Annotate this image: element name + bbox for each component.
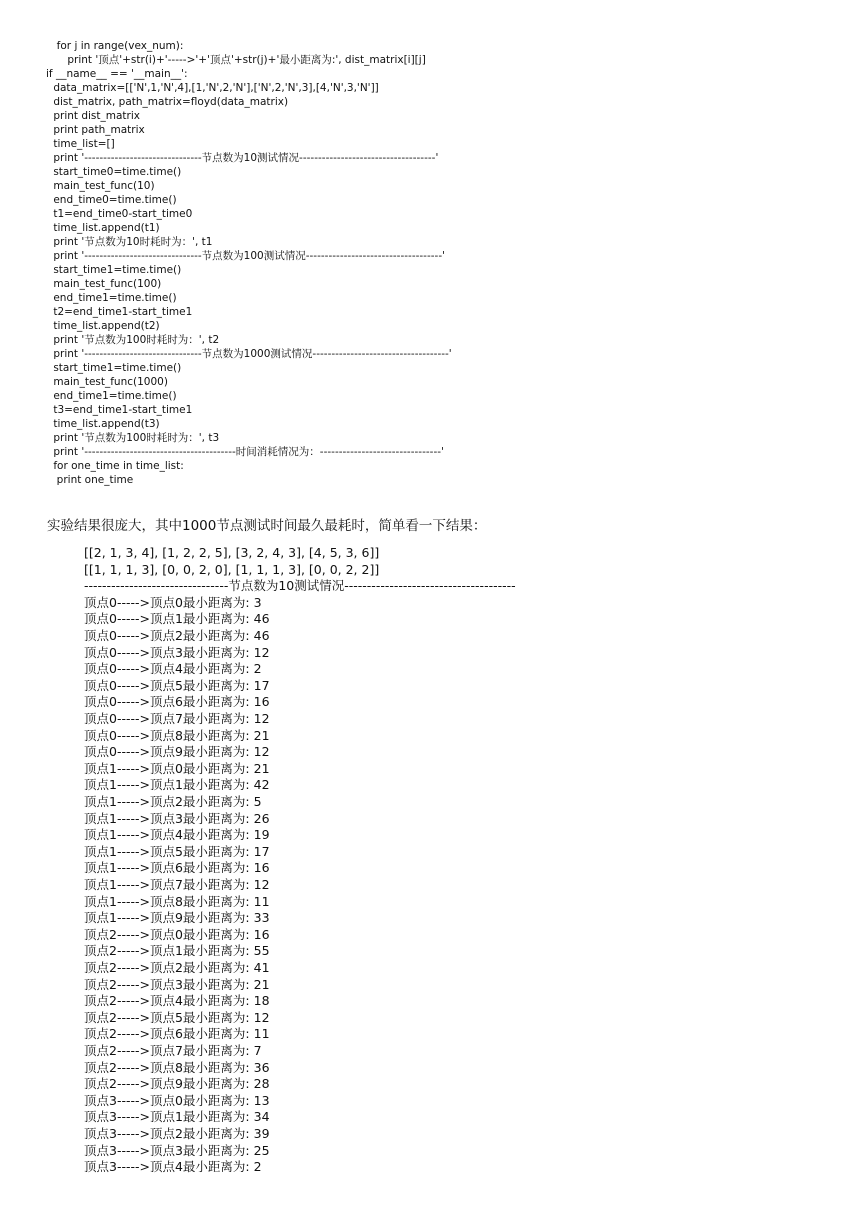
- output-line: 顶点2----->顶点6最小距离为: 11: [84, 1026, 270, 1042]
- output-line: 顶点1----->顶点5最小距离为: 17: [84, 843, 270, 859]
- code-line: main_test_func(100): [50, 278, 162, 290]
- output-line: 顶点3----->顶点4最小距离为: 2: [84, 1159, 262, 1175]
- code-line: start_time1=time.time(): [50, 264, 182, 276]
- code-line: time_list.append(t2): [50, 320, 160, 332]
- code-line: start_time0=time.time(): [50, 166, 182, 178]
- output-line: 顶点0----->顶点9最小距离为: 12: [84, 744, 270, 760]
- code-line: start_time1=time.time(): [50, 362, 182, 374]
- code-line: data_matrix=[['N',1,'N',4],[1,'N',2,'N'],['N',2,'N',3],[4,'N',3,'N']]: [50, 82, 379, 94]
- output-line: [[1, 1, 1, 3], [0, 0, 2, 0], [1, 1, 1, 3], [0, 0, 2, 2]]: [84, 561, 380, 577]
- code-line: if __name__ == '__main__':: [46, 68, 188, 80]
- code-line: main_test_func(10): [50, 180, 155, 192]
- output-line: 顶点0----->顶点2最小距离为: 46: [84, 628, 270, 643]
- output-line: 顶点0----->顶点7最小距离为: 12: [84, 711, 270, 726]
- output-line: 顶点1----->顶点1最小距离为: 42: [84, 777, 270, 793]
- output-line: --------------------------------节点数为10测试情况--------------------------------------: [84, 578, 516, 594]
- code-line: for j in range(vex_num):: [50, 40, 184, 52]
- code-line: print '节点数为100时耗时为：', t2: [50, 334, 220, 346]
- output-line: [[2, 1, 3, 4], [1, 2, 2, 5], [3, 2, 4, 3], [4, 5, 3, 6]]: [84, 545, 380, 560]
- output-line: 顶点0----->顶点5最小距离为: 17: [84, 677, 270, 693]
- code-line: t1=end_time0-start_time0: [50, 208, 193, 220]
- code-line: dist_matrix, path_matrix=floyd(data_matrix): [50, 96, 289, 108]
- code-line: t2=end_time1-start_time1: [50, 306, 193, 318]
- output-line: 顶点1----->顶点2最小距离为: 5: [84, 794, 262, 809]
- code-line: time_list.append(t1): [50, 222, 160, 234]
- output-line: 顶点1----->顶点6最小距离为: 16: [84, 860, 270, 876]
- output-line: 顶点0----->顶点3最小距离为: 12: [84, 644, 270, 660]
- output-line: 顶点2----->顶点5最小距离为: 12: [84, 1009, 270, 1025]
- code-line: print '-------------------------------节点数为10测试情况------------------------------------': [50, 152, 439, 164]
- code-line: time_list=[]: [50, 138, 115, 150]
- code-line: print '----------------------------------------时间消耗情况为：--------------------------------': [50, 446, 444, 458]
- code-line: print dist_matrix: [50, 110, 140, 122]
- code-line: print '节点数为100时耗时为：', t3: [50, 432, 220, 444]
- output-line: 顶点0----->顶点0最小距离为: 3: [84, 594, 262, 610]
- output-line: 顶点2----->顶点9最小距离为: 28: [84, 1076, 270, 1092]
- output-line: 顶点2----->顶点1最小距离为: 55: [84, 943, 270, 959]
- output-line: 顶点1----->顶点9最小距离为: 33: [84, 910, 270, 926]
- code-line: end_time1=time.time(): [50, 390, 177, 402]
- output-line: 顶点1----->顶点7最小距离为: 12: [84, 877, 270, 892]
- result-caption: 实验结果很庞大，其中1000节点测试时间最久最耗时，简单看一下结果：: [47, 518, 487, 534]
- code-line: print '-------------------------------节点数为100测试情况------------------------------------': [50, 250, 446, 262]
- output-line: 顶点3----->顶点3最小距离为: 25: [84, 1142, 270, 1158]
- output-line: 顶点2----->顶点0最小距离为: 16: [84, 926, 270, 942]
- code-line: time_list.append(t3): [50, 418, 160, 430]
- output-line: 顶点2----->顶点4最小距离为: 18: [84, 993, 270, 1009]
- code-line: print one_time: [50, 474, 134, 486]
- code-line: for one_time in time_list:: [50, 460, 184, 472]
- code-line: end_time1=time.time(): [50, 292, 177, 304]
- output-line: 顶点1----->顶点8最小距离为: 11: [84, 893, 270, 909]
- output-line: 顶点2----->顶点7最小距离为: 7: [84, 1043, 262, 1058]
- output-line: 顶点1----->顶点0最小距离为: 21: [84, 760, 270, 776]
- code-line: t3=end_time1-start_time1: [50, 404, 193, 416]
- code-line: end_time0=time.time(): [50, 194, 177, 206]
- output-line: 顶点1----->顶点3最小距离为: 26: [84, 810, 270, 826]
- output-line: 顶点3----->顶点0最小距离为: 13: [84, 1092, 270, 1108]
- output-line: 顶点0----->顶点4最小距离为: 2: [84, 661, 262, 677]
- output-line: 顶点2----->顶点8最小距离为: 36: [84, 1059, 270, 1075]
- output-line: 顶点0----->顶点1最小距离为: 46: [84, 611, 270, 627]
- code-line: print '节点数为10时耗时为：', t1: [50, 236, 213, 248]
- output-line: 顶点3----->顶点1最小距离为: 34: [84, 1109, 270, 1125]
- output-line: 顶点0----->顶点6最小距离为: 16: [84, 694, 270, 710]
- code-line: print path_matrix: [50, 124, 145, 136]
- code-line: print '顶点'+str(i)+'----->'+'顶点'+str(j)+'最小距离为:', dist_matrix[i][j]: [54, 54, 426, 66]
- output-line: 顶点2----->顶点3最小距离为: 21: [84, 976, 270, 992]
- code-line: print '-------------------------------节点数为1000测试情况------------------------------------': [50, 348, 452, 360]
- output-line: 顶点3----->顶点2最小距离为: 39: [84, 1126, 270, 1141]
- output-line: 顶点1----->顶点4最小距离为: 19: [84, 827, 270, 843]
- output-line: 顶点2----->顶点2最小距离为: 41: [84, 960, 270, 975]
- code-line: main_test_func(1000): [50, 376, 168, 388]
- output-line: 顶点0----->顶点8最小距离为: 21: [84, 727, 270, 743]
